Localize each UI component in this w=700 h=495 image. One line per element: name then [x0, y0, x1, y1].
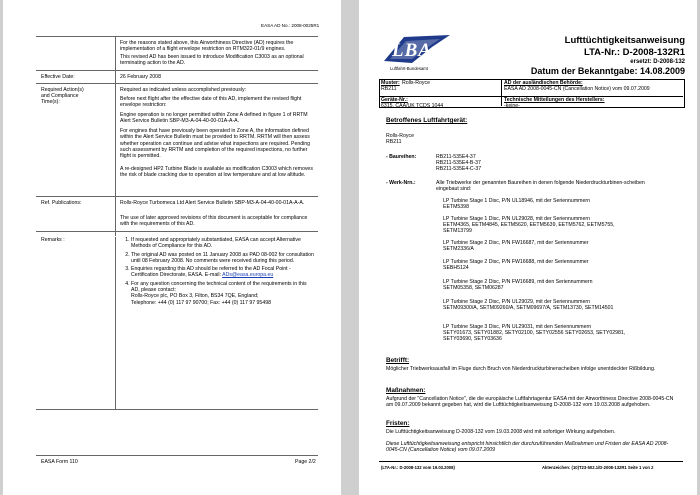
revision-paragraph: This revised AD has been issued to introduce Modification C3003 as an optional terminating action to the AD. — [120, 54, 304, 67]
remark-item-1: 1. If requested and appropriately substantiated, EASA can accept Alternative Methods of Compliance for this AD. — [131, 237, 316, 250]
row-divider — [36, 70, 318, 71]
footer-page-number: Page 2/2 — [295, 459, 316, 465]
affected-model: RB211 — [386, 139, 402, 145]
betrifft-heading: Betrifft: — [386, 357, 410, 364]
betrifft-text: Möglicher Triebwerksausfall im Fluge durch Bruch von Niederdruckturbinenscheiben infolge unentdeckter Rißbildung. — [386, 366, 656, 372]
disc-group-serials: SETM2336/A — [443, 246, 474, 252]
row-divider — [36, 196, 318, 197]
disc-group-title: LP Turbine Stage 2 Disc, P/N FW16687, mit der Seriennummer — [443, 240, 589, 246]
baureihen-label: - Baureihen: — [386, 154, 417, 160]
table-column-divider-lower — [115, 237, 116, 409]
remark-item-4 — [131, 281, 316, 306]
disc-group-serials: SEBH5124 — [443, 265, 469, 271]
ad-number-header: EASA AD No.: 2008-0025R1 — [261, 23, 320, 28]
fristen-heading: Fristen: — [386, 420, 410, 427]
remark-item-4-line2: Rolls-Royce plc, PO Box 3, Filton, BS34 7QE, England; — [131, 293, 259, 300]
baureihe-item: RB211-535E4-37 — [436, 154, 476, 160]
affected-manufacturer: Rolls-Royce — [386, 133, 414, 139]
disc-group-serials: SETY01673, SETY01882, SETY02100, SETY02556 SETY02653, SETY02981, SETY03690, SETY03636 — [443, 330, 626, 343]
lta-number: LTA-Nr.: D-2008-132R1 — [583, 47, 685, 58]
required-actions-label: and Compliance — [41, 93, 79, 99]
footer-rule — [36, 455, 318, 456]
remark-item-3 — [131, 266, 316, 279]
required-actions-p2: Before next flight after the effective date of this AD, implement the revised flight envelope restriction: — [120, 96, 302, 109]
fristen-text: Die Lufttüchtigkeitsanweisung D-2008-132 vom 19.03.2008 wird mit sofortiger Wirkung aufgehoben. — [386, 429, 616, 435]
lba-lta-page — [359, 0, 697, 495]
intro-paragraph: For the reasons stated above, this Airworthiness Directive (AD) requires the implementation of a flight envelope restriction on RTM322-01/9 engines. — [120, 40, 294, 53]
effective-date-label: Effective Date: — [41, 74, 75, 80]
footer-lta-reference: (LTA-Nr.: D-2008-132 vom 19.03.2008) — [381, 465, 455, 470]
affected-equipment-heading: Betroffenes Luftfahrtgerät: — [386, 117, 468, 124]
foreign-ad-label: AD der ausländischen Behörde: — [504, 80, 583, 86]
werknr-label: - Werk-Nrn.: — [386, 180, 416, 186]
muster-label: Muster: — [381, 80, 400, 86]
required-actions-p4: For engines that have previously been operated in Zone A, the information defined within the Alert Service Bulletin must be provided to RRTM. RRTM will then assess whether operation can continue and advise what inspections are required. Pending such assessment by RRTM and completion of the required inspections, no further flight is permitted. — [120, 128, 311, 160]
remarks-label: Remarks : — [41, 237, 65, 243]
table-bottom-border — [36, 409, 318, 410]
footer-form-number: EASA Form 110 — [41, 459, 78, 465]
row-divider — [36, 231, 318, 232]
disc-group-serials: EETM4365, EETM4845, EETM5620, EETM5639, EETM5762, EETM5755, SETM13799 — [443, 222, 615, 235]
massnahmen-text: Aufgrund der "Cancellation Notice", die die europäische Luftfahrtagentur EASA mit der Airworthiness Directive 2008-0045-CN am 09.07.2009 bekannt gegeben hat, wird die Lufttüchtigkeitsanweisung D-2008-132 vom 19.03.2008 aufgehoben. — [386, 396, 674, 409]
footer-file-reference: Aktenzeichen: (10)T23-502.1/D-2008-132R1 Seite 1 von 2 — [542, 465, 654, 470]
row-divider — [36, 83, 318, 84]
muster-value: Rolls-Royce — [402, 80, 430, 86]
remark-item-4-line3: Telephone: +44 (0) 117 97 90700; Fax: +44 (0) 117 97 95498 — [131, 299, 271, 306]
easa-correspondence-note: Diese Lufttüchtigkeitsanweisung entspricht hinsichtlich der durchzuführenden Maßnahmen und Fristen der EASA AD 2008-0045-CN (Cancellation Notice) vom 09.07.2009 — [386, 441, 669, 454]
info-grid-divider — [501, 79, 502, 106]
easa-ad-page — [3, 0, 341, 495]
werknr-intro: Alle Triebwerke der genannten Baureihen in denen folgende Niederdruckturbinen-scheiben eingebaut sind: — [436, 180, 645, 193]
disc-group-serials: SETM09300/A, SETM09260/A, SETM09697/A, SETM13730, SETM14501 — [443, 305, 614, 311]
geraete-value: 6315, CAA/UK TCDS 1044 — [381, 103, 444, 109]
lba-logo-text: LBA — [392, 40, 432, 61]
disc-group-title: LP Turbine Stage 3 Disc, P/N UL29031, mit den Seriennummern — [443, 324, 592, 330]
ref-publications-p1: Rolls-Royce Turbomeca Ltd Alert Service Bulletin SBP-M3-A-04-40-00-01A-A-A. — [120, 200, 305, 206]
document-title: Lufttüchtigkeitsanweisung — [564, 35, 685, 46]
required-actions-p3: Engine operation is no longer permitted within Zone A defined in figure 1 of RRTM Alert Service Bulletin SBP-M3-A-04-40-00-01A-A-A. — [120, 112, 308, 125]
muster-sub: RB211 — [381, 86, 397, 92]
lba-logo-subtitle: Luftfahrt-Bundesamt — [390, 66, 428, 71]
required-actions-label: Required Action(s) — [41, 87, 84, 93]
disc-group-title: LP Turbine Stage 2 Disc, P/N FW16689, mit den Seriennummern — [443, 279, 593, 285]
required-actions-label: Time(s): — [41, 99, 60, 105]
tech-bulletins-label: Technische Mitteilungen des Herstellers: — [504, 97, 605, 103]
required-actions-p5: A re-designed HP2 Turbine Blade is available as modification C3003 which removes the risk of blade cracking due to operation at low temperature and at low altitude. — [120, 166, 313, 179]
disc-group-serials: EETM5398 — [443, 204, 469, 210]
replaces-note: ersetzt: D-2008-132 — [630, 59, 685, 65]
required-actions-p1: Required as indicated unless accomplished previously: — [120, 87, 247, 93]
remark-item-4-line1: For any question concerning the technical content of the requirements in this AD, please contact: — [131, 280, 307, 294]
disc-group-title: LP Turbine Stage 1 Disc, P/N UL29028, mit der Seriennummern — [443, 216, 590, 222]
disc-group-title: LP Turbine Stage 2 Disc, P/N UL29029, mit der Seriennummern — [443, 299, 590, 305]
disc-group-title: LP Turbine Stage 2 Disc, P/N FW16688, mit der Seriennummer — [443, 259, 589, 265]
lba-logo — [382, 33, 452, 73]
table-column-divider — [115, 36, 116, 236]
easa-email-link[interactable]: ADs@easa.europa.eu — [222, 272, 274, 279]
disc-group-title: LP Turbine Stage 1 Disc, P/N UL18946, mit der Seriennummern — [443, 198, 590, 204]
publication-date: Datum der Bekanntgabe: 14.08.2009 — [530, 66, 685, 76]
remark-item-3-text: Enquiries regarding this AD should be referred to the AD Focal Point - Certification Directorate, EASA. E-mail: — [131, 266, 291, 279]
table-top-border — [36, 36, 318, 37]
effective-date-value: 26 February 2008 — [120, 74, 161, 80]
disc-group-serials: SETM05358, SETM06287 — [443, 285, 504, 291]
ref-publications-label: Ref. Publications: — [41, 200, 82, 206]
remark-item-2: 2. The original AD was posted on 11 January 2008 as PAD 08-002 for consultation until 08 February 2008. No comments were received during this period. — [131, 252, 316, 265]
tech-bulletins-value: -keine- — [504, 103, 520, 109]
remarks-list — [120, 237, 316, 308]
foreign-ad-value: EASA AD 2008-0045-CN (Cancellation Notice) vom 09.07.2009 — [504, 86, 650, 92]
footer-rule — [379, 461, 683, 462]
baureihe-item: RB211-535E4-B-37 — [436, 160, 481, 166]
ref-publications-p2: The use of later approved revisions of this document is acceptable for compliance with the requirements of this AD. — [120, 215, 308, 228]
massnahmen-heading: Maßnahmen: — [386, 387, 426, 394]
baureihe-item: RB211-535E4-C-37 — [436, 166, 482, 172]
geraete-label: Geräte-Nr.: — [381, 97, 408, 103]
